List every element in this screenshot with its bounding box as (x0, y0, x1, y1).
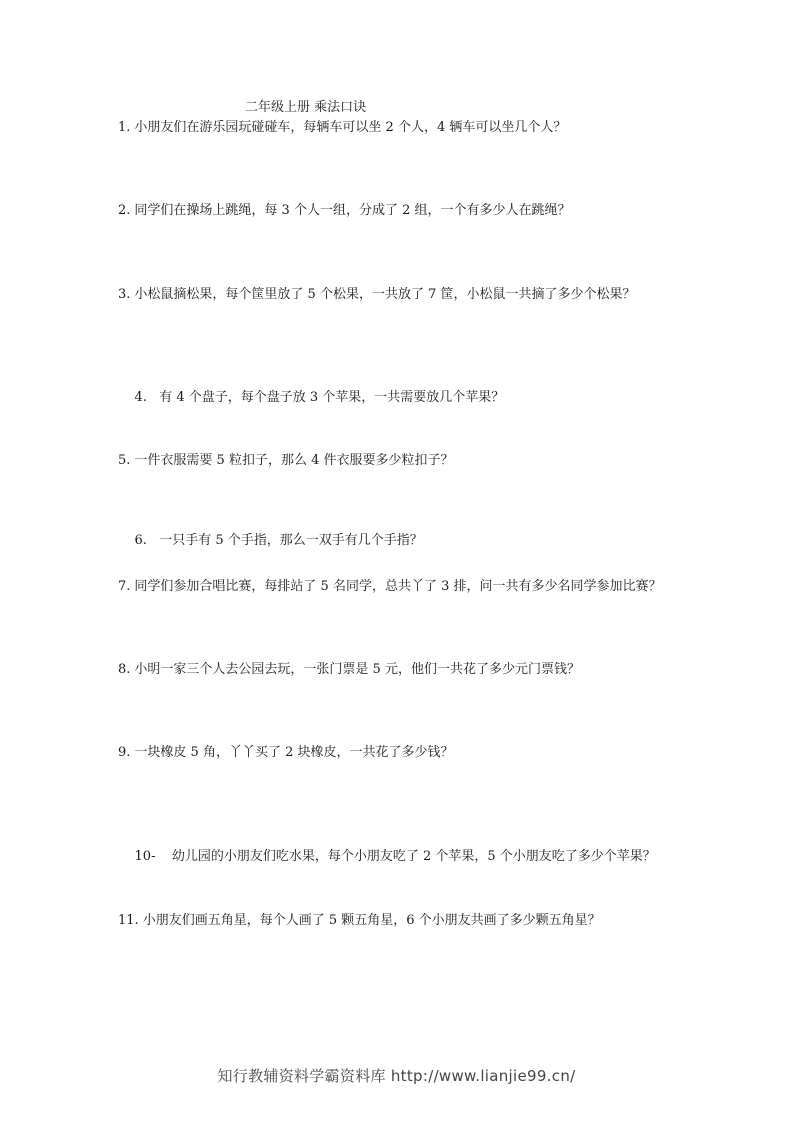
question-number: 7. (118, 579, 131, 594)
question-10 (118, 827, 688, 887)
question-9 (118, 743, 688, 763)
question-number: 8. (118, 662, 131, 677)
question-text: 一块橡皮 5 角，丫丫买了 2 块橡皮，一共花了多少钱？ (134, 745, 454, 760)
question-3 (118, 285, 688, 305)
question-text: 幼儿园的小朋友们吃水果，每个小朋友吃了 2 个苹果，5 个小朋友吃了多少个苹果？ (159, 849, 656, 864)
question-text: 一件衣服需要 5 粒扣子，那么 4 件衣服要多少粒扣子？ (134, 453, 454, 468)
page-title: 二年级上册 乘法口诀 (245, 100, 367, 115)
question-5 (118, 451, 688, 471)
question-text: 同学们在操场上跳绳，每 3 个人一组，分成了 2 组，一个有多少人在跳绳？ (134, 203, 571, 218)
question-number: 6. (134, 533, 147, 548)
question-7 (118, 577, 688, 597)
question-text: 有 4 个盘子，每个盘子放 3 个苹果，一共需要放几个苹果？ (150, 390, 505, 405)
question-number: 10- (134, 849, 156, 864)
question-6 (118, 511, 688, 571)
question-2 (118, 201, 688, 221)
question-text: 小明一家三个人去公园去玩，一张门票是 5 元，他们一共花了多少元门票钱？ (134, 662, 580, 677)
question-text: 小松鼠摘松果，每个筐里放了 5 个松果，一共放了 7 筐，小松鼠一共摘了多少个松果？ (134, 287, 636, 302)
question-11 (118, 911, 688, 931)
question-4 (118, 368, 688, 428)
question-number: 5. (118, 453, 131, 468)
question-8 (118, 660, 688, 680)
question-number: 11. (118, 913, 139, 928)
question-number: 4. (134, 390, 147, 405)
question-text: 小朋友们在游乐园玩碰碰车，每辆车可以坐 2 个人，4 辆车可以坐几个人？ (134, 120, 567, 135)
question-text: 小朋友们画五角星，每个人画了 5 颗五角星，6 个小朋友共画了多少颗五角星？ (142, 913, 601, 928)
question-text: 同学们参加合唱比赛，每排站了 5 名同学，总共丫了 3 排，问一共有多少名同学参加比赛？ (134, 579, 662, 594)
question-1 (118, 118, 688, 138)
question-text: 一只手有 5 个手指，那么一双手有几个手指？ (150, 533, 423, 548)
footer-watermark: 知行教辅资料学霸资料库 http://www.lianjie99.cn/ (217, 1067, 576, 1085)
question-number: 9. (118, 745, 131, 760)
question-number: 3. (118, 287, 131, 302)
question-number: 1. (118, 120, 131, 135)
question-number: 2. (118, 203, 131, 218)
